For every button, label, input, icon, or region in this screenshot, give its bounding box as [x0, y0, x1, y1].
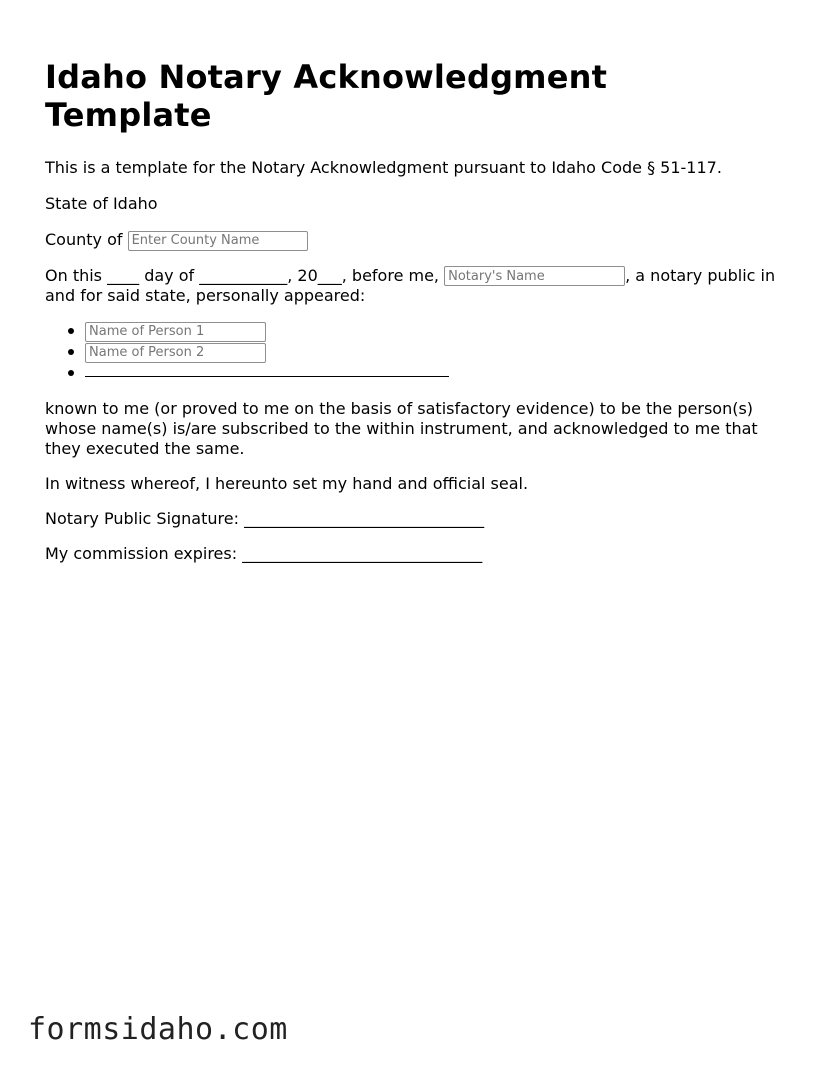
persons-list — [45, 320, 785, 383]
list-item — [45, 362, 785, 383]
appearance-prefix: On this ____ day of ___________, 20___, before me, — [45, 265, 440, 285]
person-1-input[interactable] — [85, 322, 266, 342]
appearance-suffix: , a notary public in and for said state, personally appeared: — [45, 265, 776, 305]
appearance-paragraph — [45, 266, 785, 307]
blank-name-line — [85, 362, 449, 377]
document — [45, 58, 785, 564]
footer-watermark: formsidaho.com — [28, 1012, 288, 1047]
intro-text: This is a template for the Notary Acknowledgment pursuant to Idaho Code § 51-117. — [45, 158, 722, 177]
commission-line: My commission expires: ______________________________ — [45, 544, 483, 563]
known-text: known to me (or proved to me on the basis of satisfactory evidence) to be the person(s) whose name(s) is/are subscribed to the within instrument, and acknowledged to me that they executed the same. — [45, 399, 758, 458]
list-item — [45, 341, 785, 362]
list-item — [45, 320, 785, 341]
county-input[interactable] — [128, 231, 308, 251]
person-2-input[interactable] — [85, 343, 266, 363]
notary-name-input[interactable] — [444, 266, 625, 286]
state-line: State of Idaho — [45, 194, 158, 213]
signature-line: Notary Public Signature: ______________________________ — [45, 509, 485, 528]
witness-text: In witness whereof, I hereunto set my hand and official seal. — [45, 474, 529, 493]
page-title: Idaho Notary Acknowledgment Template — [45, 58, 608, 134]
county-label: County of — [45, 230, 123, 249]
county-row — [45, 230, 785, 251]
